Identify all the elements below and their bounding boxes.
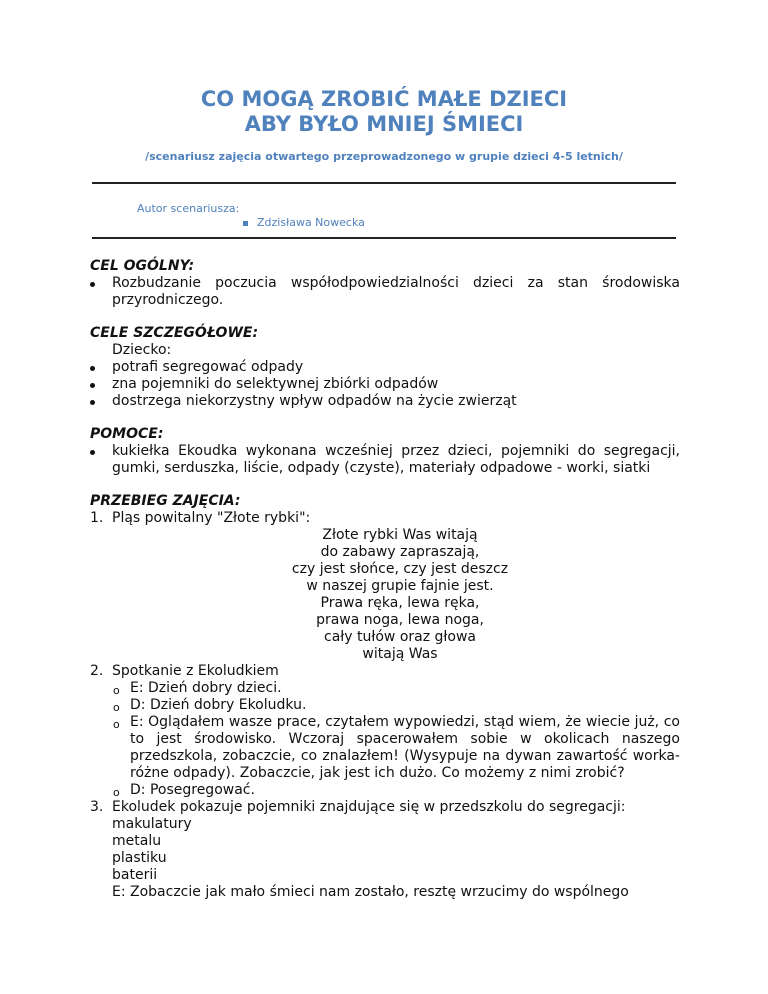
closing-line: E: Zobaczcie jak mało śmieci nam zostało, resztę wrzucimy do wspólnego — [112, 884, 629, 900]
poem-line: prawa noga, lewa noga, — [316, 612, 484, 628]
section-cel-ogolny — [90, 258, 680, 309]
poem-line: cały tułów oraz głowa — [324, 629, 476, 645]
poem-line: w naszej grupie fajnie jest. — [306, 578, 494, 594]
container-line: plastiku — [112, 850, 167, 866]
bullet-icon — [90, 450, 95, 455]
document-body — [90, 258, 680, 901]
dialog-line: o E: Dzień dobry dzieci. — [113, 680, 282, 697]
bullet-icon — [90, 282, 95, 287]
square-bullet-icon — [243, 221, 248, 226]
circle-bullet-icon: o — [113, 786, 120, 799]
list-item: Rozbudzanie poczucia współodpowiedzialności dzieci za stan środowiska przyrodniczego. — [90, 275, 680, 309]
bullet-icon — [90, 383, 95, 388]
container-line: baterii — [112, 867, 158, 883]
title-line-1: CO MOGĄ ZROBIĆ MAŁE DZIECI — [200, 87, 568, 111]
numbered-item-3: 3. Ekoludek pokazuje pojemniki znajdujące się w przedszkolu do segregacji: — [90, 799, 626, 815]
poem — [120, 527, 680, 663]
top-divider — [92, 182, 676, 184]
poem-line: witają Was — [362, 646, 438, 662]
section-przebieg — [90, 493, 680, 901]
title-line-2: ABY BYŁO MNIEJ ŚMIECI — [244, 112, 524, 136]
intro-text: Dziecko: — [112, 342, 172, 358]
list-item: dostrzega niekorzystny wpływ odpadów na życie zwierząt — [90, 393, 680, 410]
author-label: Autor scenariusza: — [137, 202, 240, 215]
poem-line: Prawa ręka, lewa ręka, — [320, 595, 480, 611]
dialog-line: o D: Posegregować. — [113, 782, 255, 799]
section-heading: CELE SZCZEGÓŁOWE: — [90, 325, 259, 341]
container-line: makulatury — [112, 816, 192, 832]
numbered-item-2: 2. Spotkanie z Ekoludkiem — [90, 663, 279, 679]
bullet-icon — [90, 366, 95, 371]
circle-bullet-icon: o — [113, 701, 120, 714]
dialog-line: o E: Oglądałem wasze prace, czytałem wypowiedzi, stąd wiem, że wiecie już, co to jest środowisko. Wczoraj spacerowałem sobie w okolicach naszego przedszkola, zobaczcie, co znalazłem! (Wysypuje na dywan zawartość worka- różne odpady). Zobaczcie, jak jest ich dużo. Co możemy z nimi zrobić? — [113, 714, 680, 781]
poem-line: do zabawy zapraszają, — [320, 544, 480, 560]
circle-bullet-icon: o — [113, 718, 120, 731]
list-item: zna pojemniki do selektywnej zbiórki odpadów — [90, 376, 680, 393]
section-heading: CEL OGÓLNY: — [90, 258, 195, 274]
subtitle: /scenariusz zajęcia otwartego przeprowadzonego w grupie dzieci 4-5 letnich/ — [145, 150, 623, 163]
author-name: Zdzisława Nowecka — [257, 216, 365, 229]
bullet-icon — [90, 400, 95, 405]
poem-line: czy jest słońce, czy jest deszcz — [291, 561, 509, 577]
poem-line: Złote rybki Was witają — [322, 527, 478, 543]
section-heading: PRZEBIEG ZAJĘCIA: — [90, 493, 241, 509]
list-item: potrafi segregować odpady — [90, 359, 680, 376]
container-line: metalu — [112, 833, 162, 849]
bottom-divider — [92, 237, 676, 239]
author-row — [243, 216, 365, 229]
section-cele-szczegolowe — [90, 325, 680, 410]
section-pomoce — [90, 426, 680, 477]
numbered-item-1: 1. Pląs powitalny "Złote rybki": — [90, 510, 311, 526]
circle-bullet-icon: o — [113, 684, 120, 697]
section-heading: POMOCE: — [90, 426, 164, 442]
dialog-line: o D: Dzień dobry Ekoludku. — [113, 697, 307, 714]
list-item: kukiełka Ekoudka wykonana wcześniej przez dzieci, pojemniki do segregacji, gumki, serduszka, liście, odpady (czyste), materiały odpadowe - worki, siatki — [90, 443, 680, 477]
